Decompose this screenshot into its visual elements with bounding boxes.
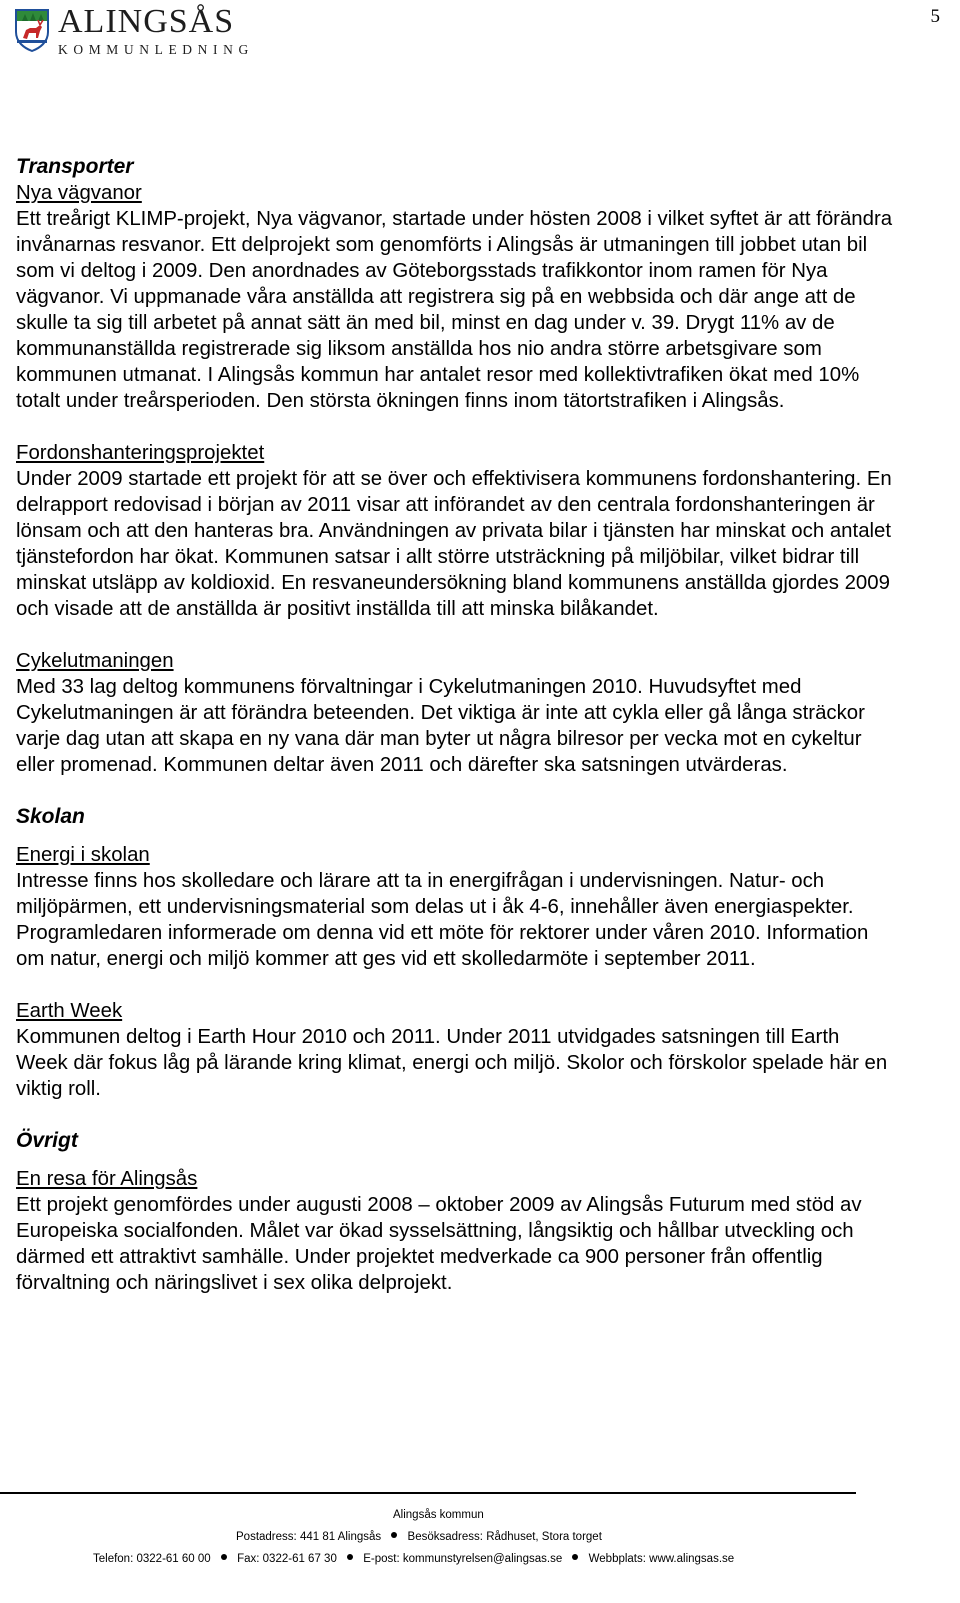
coat-of-arms-icon <box>14 8 50 52</box>
email-value[interactable]: kommunstyrelsen@alingsas.se <box>402 1553 563 1565</box>
subsection-cykelutmaningen <box>16 648 896 778</box>
web-label: Webbplats: <box>588 1553 646 1565</box>
postal-value: 441 81 Alingsås <box>299 1531 382 1543</box>
fax-label: Fax: <box>237 1553 260 1565</box>
subsection-energi-i-skolan <box>16 842 896 972</box>
subsection-heading: Cykelutmaningen <box>16 650 174 672</box>
paragraph: Ett treårigt KLIMP-projekt, Nya vägvanor, startade under hösten 2008 i vilket syftet är att förändra invånarnas resvanor. Ett delprojekt som genomförts i Alingsås är utmaningen till jobbet utan bil som vi deltog i 2009. Den anordnades av Göteborgsstads trafikkontor inom ramen för Nya vägvanor. Vi uppmanade våra anställda att registrera sig på en webbsida och där ange att de skulle ta sig till arbetet på annat sätt än med bil, minst en dag under v. 39. Drygt 11% av de kommunanställda registrerade sig liksom anställda hos nio andra större arbetsgivare som kommunen utmanat. I Alingsås kommun har antalet resor med kollektivtrafiken ökat med 10% totalt under treårsperioden. Den största ökningen finns inom tätortstrafiken i Alingsås. <box>16 208 893 412</box>
bullet-icon <box>391 1532 397 1538</box>
paragraph: Intresse finns hos skolledare och lärare att ta in energifrågan i undervisningen. Natur- och miljöpärmen, ett undervisningsmaterial som delas ut i åk 4-6, innehåller även energiaspekter. Programledaren informerade om denna vid ett möte för rektorer under våren 2010. Information om natur, energi och miljö kommer att ges vid ett skolledarmöte i september 2011. <box>16 870 869 970</box>
paragraph: Ett projekt genomfördes under augusti 2008 – oktober 2009 av Alingsås Futurum med stöd av Europeiska socialfonden. Målet var ökad sysselsättning, långsiktig och hållbar utveckling och därmed ett attraktivt samhälle. Under projektet medverkade ca 900 personer från offentlig förvaltning och näringslivet i sex olika delprojekt. <box>16 1194 862 1294</box>
section-title: Skolan <box>16 805 85 828</box>
section-skolan <box>16 804 896 1102</box>
visit-value: Rådhuset, Stora torget <box>486 1531 602 1543</box>
subsection-fordonshantering <box>16 440 896 622</box>
phone-label: Telefon: <box>93 1553 134 1565</box>
web-value[interactable]: www.alingsas.se <box>649 1553 735 1565</box>
subsection-heading: Nya vägvanor <box>16 182 142 204</box>
footer-address <box>236 1531 960 1543</box>
subsection-heading: Earth Week <box>16 1000 123 1022</box>
subsection-heading: Energi i skolan <box>16 844 150 866</box>
footer-divider <box>0 1492 856 1494</box>
page-number: 5 <box>930 6 940 27</box>
phone-value: 0322-61 60 00 <box>136 1553 211 1565</box>
subsection-en-resa-for-alingsas <box>16 1166 896 1296</box>
document-body <box>16 154 896 1322</box>
logo-subtitle: KOMMUNLEDNING <box>58 42 254 57</box>
subsection-heading: En resa för Alingsås <box>16 1168 198 1190</box>
logo-name: ALINGSÅS <box>58 3 235 40</box>
email-label: E-post: <box>363 1553 400 1565</box>
paragraph: Med 33 lag deltog kommunens förvaltningar i Cykelutmaningen 2010. Huvudsyftet med Cykelutmaningen är att förändra beteenden. Det viktiga är inte att cykla eller gå långa sträckor varje dag utan att skapa en ny vana där man byter ut några bilresor per vecka mot en cykeltur eller promenad. Kommunen deltar även 2011 och därefter ska satsningen utvärderas. <box>16 676 865 776</box>
subsection-heading: Fordonshanteringsprojektet <box>16 442 265 464</box>
bullet-icon <box>572 1554 578 1560</box>
paragraph: Under 2009 startade ett projekt för att se över och effektivisera kommunens fordonshantering. En delrapport redovisad i början av 2011 visar att införandet av den centrala fordonshanteringen är lönsam och att den hanteras bra. Användningen av privata bilar i tjänsten har minskat och antalet tjänstefordon har ökat. Kommunen satsar i allt större utsträckning på miljöbilar, vilket bidrar till minskat utsläpp av koldioxid. En resvaneundersökning bland kommunens anställda gjordes 2009 och visade att de anställda är positivt inställda till att minska bilåkandet. <box>16 468 892 620</box>
section-title: Övrigt <box>16 1129 78 1152</box>
section-title: Transporter <box>16 155 134 178</box>
logo <box>14 4 254 64</box>
postal-label: Postadress: <box>236 1531 297 1543</box>
visit-label: Besöksadress: <box>407 1531 483 1543</box>
paragraph: Kommunen deltog i Earth Hour 2010 och 2011. Under 2011 utvidgades satsningen till Earth Week där fokus låg på lärande kring klimat, energi och miljö. Skolor och förskolor spelade här en viktig roll. <box>16 1026 888 1100</box>
footer-org: Alingsås kommun <box>393 1509 484 1521</box>
fax-value: 0322-61 67 30 <box>262 1553 337 1565</box>
footer-contact <box>93 1553 960 1565</box>
bullet-icon <box>221 1554 227 1560</box>
subsection-earth-week <box>16 998 896 1102</box>
section-ovrigt <box>16 1128 896 1296</box>
subsection-nya-vagvanor <box>16 180 896 414</box>
section-transporter <box>16 154 896 778</box>
bullet-icon <box>347 1554 353 1560</box>
